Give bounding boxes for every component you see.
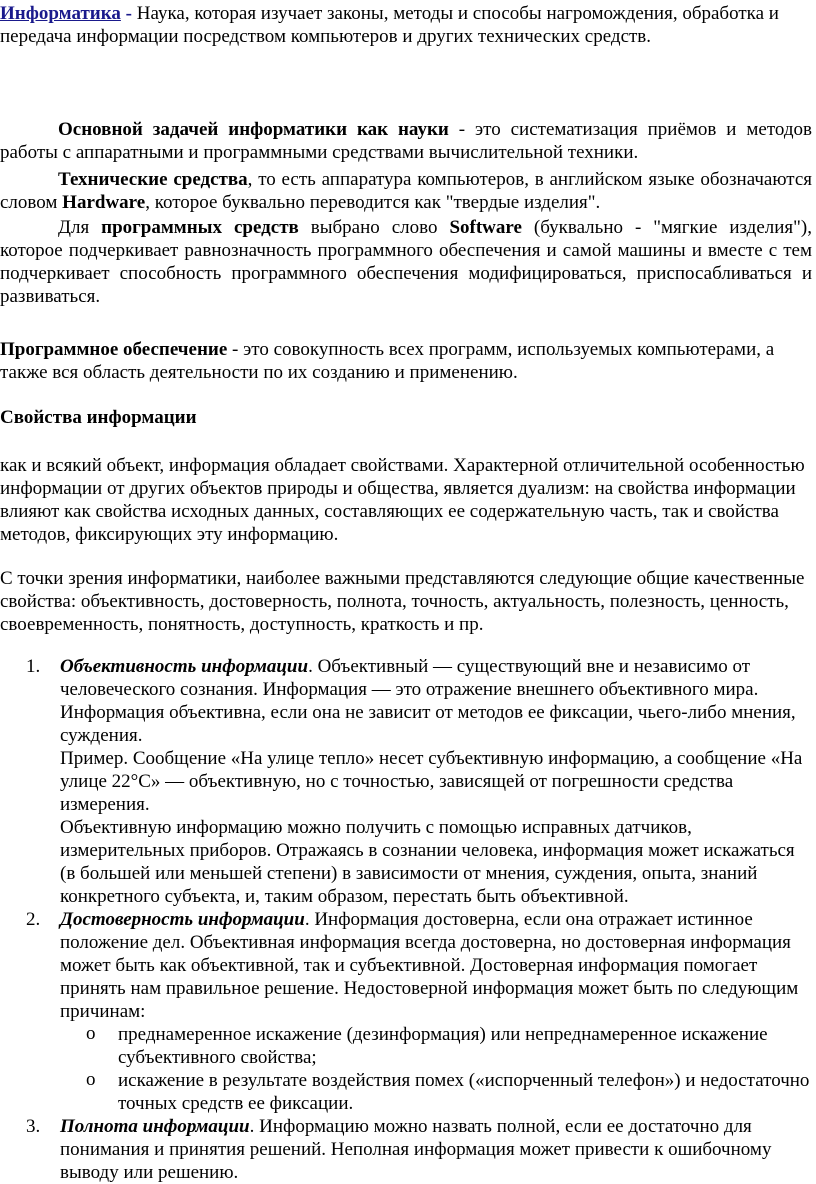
list-item <box>0 908 812 1023</box>
sub-list-text: преднамеренное искажение (дезинформация) или непреднамеренное искажение субъективного свойства; <box>118 1024 768 1068</box>
list-item-paragraph <box>60 655 812 747</box>
list-item-title: Достоверность информации <box>60 909 305 930</box>
hardware-text-1: , то есть аппаратура компьютеров, в английском языке обозначаются словом <box>0 169 813 213</box>
qualities-paragraph: С точки зрения информатики, наиболее важными представляются следующие общие качественные свойства: объективность, достоверность, полнота, точность, актуальность, полезность, ценность, своевременность, понятность, доступность, краткость и пр. <box>0 568 805 635</box>
intro-paragraph <box>0 2 812 48</box>
list-number: 3. <box>26 1116 41 1137</box>
hardware-bold-1: Технические средства <box>58 169 248 190</box>
list-item-example: Пример. Сообщение «На улице тепло» несет субъективную информацию, а сообщение «На улице 22°С» — объективную, но с точностью, зависящей от погрешности средства измерения. <box>60 748 803 815</box>
list-item-title: Полнота информации <box>60 1116 250 1137</box>
software-bold-1: программных средств <box>101 217 299 238</box>
main-task-paragraph <box>0 118 812 164</box>
intro-dash: - <box>120 3 132 24</box>
software-paragraph <box>0 216 812 308</box>
list-item-paragraph <box>60 908 812 1023</box>
list-item-text: . Информацию можно назвать полной, если ее достаточно для понимания и принятия решений. Неполная информация может привести к ошибочному выводу или решению. <box>60 1116 772 1183</box>
main-task-block <box>0 118 812 308</box>
list-item-note: Объективную информацию можно получить с помощью исправных датчиков, измерительных приборов. Отражаясь в сознании человека, информация может искажаться (в большей или меньшей степени) в зависимости от мнения, суждения, опыта, знаний конкретного субъекта, и, таким образом, перестать быть объективной. <box>60 817 795 907</box>
main-task-text: - это систематизация приёмов и методов работы с аппаратными и программными средствами вычислительной техники. <box>0 119 812 163</box>
list-item-text: . Объективный — существующий вне и независимо от человеческого сознания. Информация — это отражение внешнего объективного мира. Информация объективна, если она не зависит от методов ее фиксации, чьего-либо мнения, суждения. <box>60 656 796 746</box>
list-item <box>0 1115 812 1184</box>
hardware-paragraph <box>0 168 812 214</box>
list-number: 1. <box>26 656 41 677</box>
software-text-2: выбрано слово <box>298 217 450 238</box>
main-task-bold: Основной задачей информатики как науки <box>58 119 449 140</box>
list-item-title: Объективность информации <box>60 656 309 677</box>
list-number: 2. <box>26 909 41 930</box>
sub-list-text: искажение в результате воздействия помех («испорченный телефон») и недостаточно точных средств ее фиксации. <box>118 1070 810 1114</box>
sub-list-item <box>0 1069 812 1115</box>
bullet-marker: o <box>86 1069 96 1090</box>
software-bold-2: Software <box>449 217 522 238</box>
intro-term: Информатика <box>0 3 121 24</box>
po-text: - это совокупность всех программ, используемых компьютерами, а также вся область деятельности по их созданию и применению. <box>0 339 775 383</box>
hardware-bold-2: Hardware <box>62 192 146 213</box>
properties-heading-text: Свойства информации <box>0 407 197 428</box>
po-bold: Программное обеспечение <box>0 339 228 360</box>
hardware-text-2: , которое буквально переводится как "твердые изделия". <box>145 192 601 213</box>
properties-heading <box>0 406 812 429</box>
dualism-paragraph: как и всякий объект, информация обладает свойствами. Характерной отличительной особенностью информации от других объектов природы и общества, является дуализм: на свойства информации влияют как свойства исходных данных, составляющих ее содержательную часть, так и свойства методов, фиксирующих эту информацию. <box>0 455 805 545</box>
list-item-text: . Информация достоверна, если она отражает истинное положение дел. Объективная информация всегда достоверна, но достоверная информация может быть как объективной, так и субъективной. Достоверная информация помогает принять нам правильное решение. Недостоверной информация может быть по следующим причинам: <box>60 909 799 1022</box>
software-text-1: Для <box>58 217 102 238</box>
intro-text: Наука, которая изучает законы, методы и способы нагромождения, обработка и передача информации посредством компьютеров и других технических средств. <box>0 3 779 47</box>
list-item <box>0 655 812 908</box>
software-text-3: (буквально - "мягкие изделия"), которое подчеркивает равнозначность программного обеспечения и самой машины и вместе с тем подчеркивает способность программного обеспечения модифицироваться, приспосабливаться и развиваться. <box>0 217 812 307</box>
list-item-paragraph <box>60 1115 812 1184</box>
sub-list-item <box>0 1023 812 1069</box>
bullet-marker: o <box>86 1023 96 1044</box>
properties-list <box>0 655 812 1184</box>
po-paragraph <box>0 338 812 384</box>
